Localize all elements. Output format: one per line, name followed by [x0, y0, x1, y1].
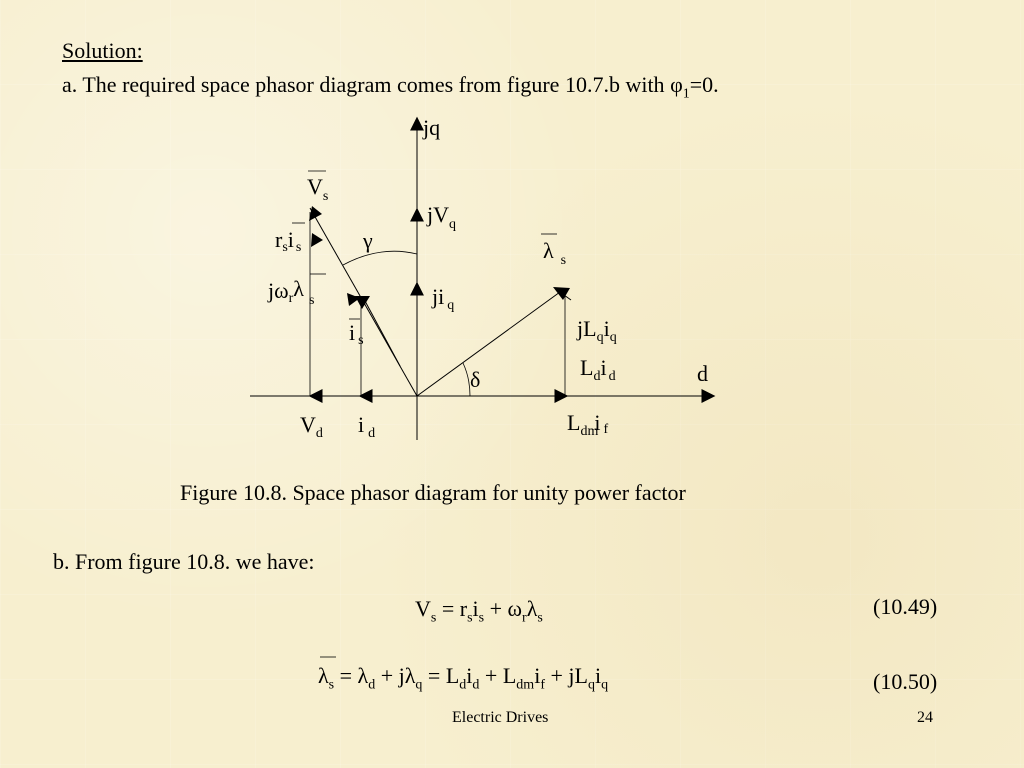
eq2-e2: i	[594, 663, 602, 688]
Vd-letter: V	[300, 412, 316, 437]
is-sub: s	[295, 240, 302, 255]
jVq-label	[426, 202, 456, 232]
jVq-subscript: q	[449, 217, 456, 232]
Vd-label	[300, 412, 323, 441]
rs-is-label	[275, 227, 301, 255]
eq1-t2-sub: s	[478, 610, 485, 626]
eq2-plus-2: +	[484, 663, 498, 688]
id-d-subscript: d	[368, 426, 376, 441]
jwr-subscript: r	[288, 291, 294, 306]
jLqiq-label	[576, 316, 617, 345]
Vd-subscript: d	[315, 426, 323, 441]
rs-r: r	[275, 227, 283, 252]
eq2-e2-sub: q	[601, 677, 609, 693]
is-arrow	[365, 301, 400, 366]
lambda-s-subscript: s	[560, 253, 567, 268]
Ldm-subscript: dm	[580, 424, 599, 439]
id-d-label	[358, 412, 375, 441]
eq2-d-sub: dm	[516, 677, 535, 693]
Ld-subscript: d	[593, 369, 601, 384]
jwr-lambda-subscript: s	[308, 293, 315, 308]
jwr-letters: jω	[268, 278, 289, 303]
delta-arc	[463, 363, 470, 396]
equation-10-50	[318, 663, 608, 693]
Vs-arrowhead	[309, 206, 322, 221]
id-d-letter: i	[358, 412, 365, 437]
is-letter: i	[349, 320, 356, 345]
Vs-subscript: s	[322, 189, 329, 204]
equation-10-49	[415, 596, 543, 626]
equation-number-10-50: (10.50)	[873, 669, 938, 694]
jq-axis-label: jq	[423, 115, 441, 140]
part-a-prefix: a. The required space phasor diagram comes from figure 10.7.b with	[62, 72, 671, 97]
phi-symbol: φ	[670, 72, 683, 97]
Ldid-label	[580, 355, 616, 384]
eq2-d: L	[502, 663, 517, 688]
jLq-subscript: q	[596, 330, 604, 345]
iq-subscript: q	[609, 330, 617, 345]
equation-number-10-49: (10.49)	[873, 594, 938, 619]
delta-label: δ	[470, 367, 481, 392]
eq2-plus-1: +	[380, 663, 394, 688]
figure-caption: Figure 10.8. Space phasor diagram for unity power factor	[180, 480, 686, 505]
jiq-subscript: q	[447, 298, 455, 313]
eq2-equals-2: =	[427, 663, 441, 688]
page-number: 24	[917, 709, 933, 726]
eq1-lhs-sub: s	[430, 610, 437, 626]
eq2-a: λ	[357, 663, 369, 688]
if-subscript: f	[603, 422, 609, 437]
part-a-suffix: =0.	[689, 72, 719, 97]
iq-letter: i	[603, 316, 610, 341]
eq1-t3-sub: r	[522, 610, 527, 626]
eq1-plus: +	[489, 596, 503, 621]
eq2-b: jλ	[398, 663, 416, 688]
jiq-label	[431, 284, 454, 313]
eq1-t4: λ	[526, 596, 538, 621]
footer-title: Electric Drives	[452, 709, 549, 726]
d-axis-label: d	[697, 361, 708, 386]
Ld-letter: L	[580, 355, 594, 380]
id-subscript: d	[608, 369, 616, 384]
eq2-a-sub: d	[368, 677, 376, 693]
id-letter: i	[600, 355, 607, 380]
jwr-lambda-label	[267, 276, 314, 308]
is-subscript: s	[358, 333, 364, 348]
eq2-d2-sub: f	[540, 677, 545, 693]
eq2-d2: i	[534, 663, 541, 688]
eq1-t4-sub: s	[537, 610, 543, 626]
eq1-t1: r	[459, 596, 468, 621]
eq1-t3: ω	[507, 596, 523, 621]
eq2-e-sub: q	[587, 677, 595, 693]
Ldmif-label	[567, 410, 608, 439]
phi-subscript: 1	[682, 86, 690, 102]
eq2-lhs: λ	[318, 663, 329, 688]
gamma-arc	[343, 251, 417, 265]
gamma-label: γ	[363, 228, 373, 253]
eq1-t2: i	[472, 596, 479, 621]
lambda-s-letter: λ	[543, 238, 554, 263]
eq1-equals: =	[441, 596, 455, 621]
Ldm-letter: L	[567, 410, 581, 435]
eq2-plus-3: +	[550, 663, 563, 688]
eq2-e: jL	[568, 663, 588, 688]
solution-heading: Solution:	[62, 38, 143, 63]
eq2-c2-sub: d	[472, 677, 480, 693]
eq1-t1-sub: s	[467, 610, 473, 626]
solution-part-b-text: b. From figure 10.8. we have:	[53, 549, 315, 574]
eq1-lhs: V	[415, 596, 431, 621]
eq2-c: L	[445, 663, 460, 688]
Vs-letter: V	[307, 174, 323, 199]
rsis-arrowhead	[311, 233, 323, 247]
eq2-c2: i	[466, 663, 473, 688]
eq2-c-sub: d	[459, 677, 467, 693]
eq2-lhs-sub: s	[328, 677, 335, 693]
eq2-b-sub: q	[415, 677, 423, 693]
is-i: i	[287, 227, 294, 252]
jVq-letter: jV	[427, 202, 449, 227]
jiq-letters: ji	[432, 284, 445, 309]
Vs-label	[307, 174, 328, 204]
lambda-s-label	[543, 238, 566, 268]
rs-sub: s	[282, 240, 288, 255]
eq2-equals-1: =	[339, 663, 353, 688]
if-letter: i	[594, 410, 601, 435]
jLq-letters: jL	[577, 316, 597, 341]
jwr-lambda: λ	[293, 276, 304, 301]
